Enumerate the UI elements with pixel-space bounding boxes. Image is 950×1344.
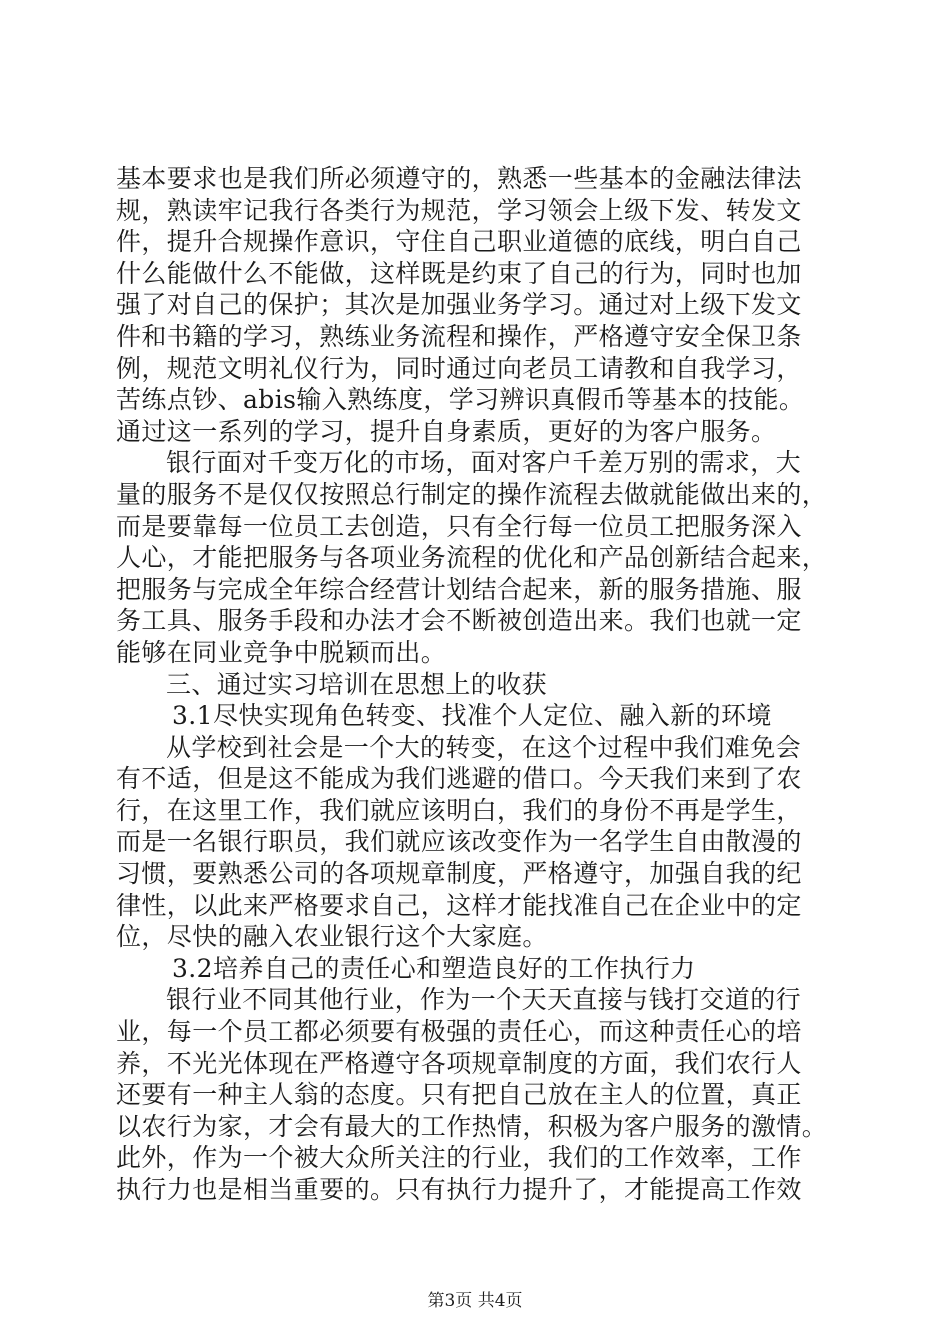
paragraph-line: 银行业不同其他行业，作为一个天天直接与钱打交道的行 [166,985,802,1015]
paragraph-line: 苦练点钞、abis输入熟练度，学习辨识真假币等基本的技能。 [116,385,805,415]
paragraph-line: 能够在同业竞争中脱颖而出。 [116,637,447,667]
subsection-heading: 3.2培养自己的责任心和塑造良好的工作执行力 [172,953,696,983]
paragraph-line: 什么能做什么不能做，这样既是约束了自己的行为，同时也加 [116,258,802,288]
paragraph-line: 强了对自己的保护；其次是加强业务学习。通过对上级下发文 [116,290,802,320]
paragraph-line: 位，尽快的融入农业银行这个大家庭。 [116,922,548,952]
paragraph-line: 而是一名银行职员，我们就应该改变作为一名学生自由散漫的 [116,827,802,857]
paragraph-line: 银行面对千变万化的市场，面对客户千差万别的需求，大 [166,448,802,478]
paragraph-line: 件和书籍的学习，熟练业务流程和操作，严格遵守安全保卫条 [116,321,802,351]
paragraph-line: 习惯，要熟悉公司的各项规章制度，严格遵守，加强自我的纪 [116,859,802,889]
paragraph-line: 律性，以此来严格要求自己，这样才能找准自己在企业中的定 [116,890,802,920]
section-heading: 三、通过实习培训在思想上的收获 [166,669,548,699]
paragraph-line: 人心，才能把服务与各项业务流程的优化和产品创新结合起来， [116,543,828,573]
paragraph-line: 以农行为家，才会有最大的工作热情，积极为客户服务的激情。 [116,1111,828,1141]
paragraph-line: 从学校到社会是一个大的转变，在这个过程中我们难免会 [166,732,802,762]
paragraph-line: 件，提升合规操作意识，守住自己职业道德的底线，明白自己 [116,227,802,257]
paragraph-line: 规，熟读牢记我行各类行为规范，学习领会上级下发、转发文 [116,195,802,225]
paragraph-line: 执行力也是相当重要的。只有执行力提升了，才能提高工作效 [116,1175,802,1204]
paragraph-line: 有不适，但是这不能成为我们逃避的借口。今天我们来到了农 [116,764,802,794]
document-body [116,163,836,1206]
paragraph-line: 通过这一系列的学习，提升自身素质，更好的为客户服务。 [116,416,777,446]
paragraph-line: 养，不光光体现在严格遵守各项规章制度的方面，我们农行人 [116,1048,802,1078]
paragraph-line: 此外，作为一个被大众所关注的行业，我们的工作效率，工作 [116,1143,802,1173]
paragraph-line: 例，规范文明礼仪行为，同时通过向老员工请教和自我学习， [116,353,802,383]
paragraph-line: 还要有一种主人翁的态度。只有把自己放在主人的位置，真正 [116,1080,802,1110]
paragraph-line: 而是要靠每一位员工去创造，只有全行每一位员工把服务深入 [116,511,802,541]
paragraph-line: 把服务与完成全年综合经营计划结合起来，新的服务措施、服 [116,574,802,604]
paragraph-line: 行，在这里工作，我们就应该明白，我们的身份不再是学生， [116,795,802,825]
paragraph-line: 基本要求也是我们所必须遵守的，熟悉一些基本的金融法律法 [116,164,802,193]
paragraph-line: 量的服务不是仅仅按照总行制定的操作流程去做就能做出来的， [116,479,828,509]
paragraph-line: 务工具、服务手段和办法才会不断被创造出来。我们也就一定 [116,606,802,636]
subsection-heading: 3.1尽快实现角色转变、找准个人定位、融入新的环境 [172,701,772,731]
paragraph-line: 业，每一个员工都必须要有极强的责任心，而这种责任心的培 [116,1017,802,1047]
page-number-footer: 第3页 共4页 [427,1291,523,1311]
